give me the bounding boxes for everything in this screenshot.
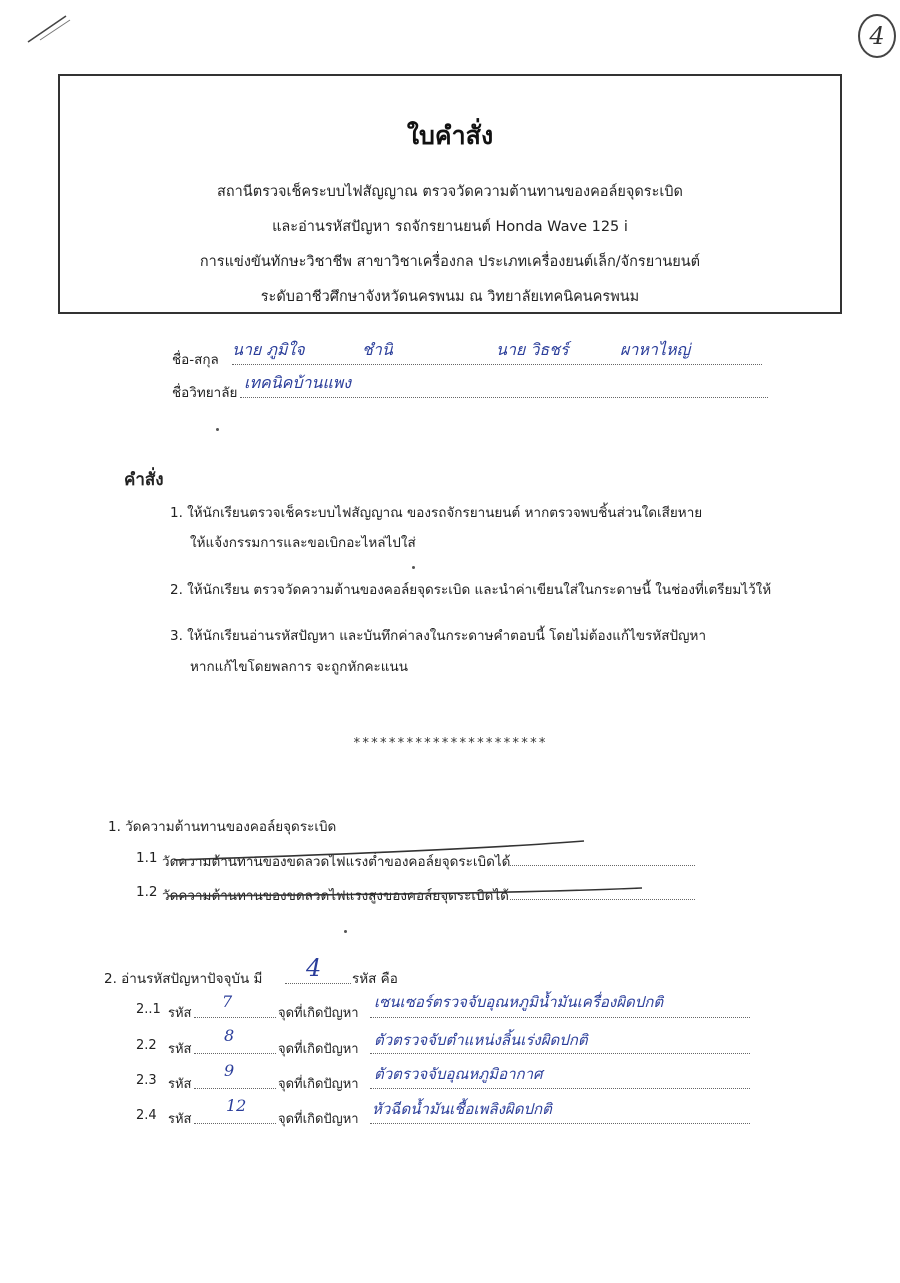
page-number-badge: 4 — [858, 14, 896, 58]
question-2-count-dotted-line — [285, 983, 351, 984]
college-value: เทคนิคบ้านแพง — [244, 373, 352, 392]
document-title: ใบคำสั่ง — [406, 121, 494, 150]
instruction-1-line-1: 1. ให้นักเรียนตรวจเช็คระบบไฟสัญญาณ ของรถจักรยานยนต์ หากตรวจพบชิ้นส่วนใดเสียหาย — [170, 505, 703, 521]
location-dotted-line — [370, 1088, 750, 1089]
instruction-3-line-2: หากแก้ไขโดยพลการ จะถูกหักคะแนน — [190, 659, 408, 675]
location-value: เซนเซอร์ตรวจจับอุณหภูมิน้ำมันเครื่องผิดปกติ — [374, 993, 664, 1011]
code-value: 12 — [226, 1096, 247, 1115]
instructions-heading: คำสั่ง — [124, 470, 164, 490]
code-row-number: 2.3 — [136, 1073, 157, 1088]
location-label: จุดที่เกิดปัญหา — [278, 1042, 359, 1057]
question-1-2-text: วัดความต้านทานของขดลวดไฟแรงสูงของคอล์ยจุดระเบิดได้ — [162, 888, 509, 904]
question-1-2-strikethrough — [166, 882, 646, 902]
name-label: ชื่อ-สกุล — [172, 352, 219, 368]
question-1-2-number: 1.2 — [136, 884, 158, 900]
ink-speck — [216, 428, 219, 431]
location-label: จุดที่เกิดปัญหา — [278, 1077, 359, 1092]
code-label: รหัส — [168, 1006, 192, 1021]
name-dotted-line — [232, 364, 762, 365]
code-row-number: 2.2 — [136, 1038, 157, 1053]
college-dotted-line — [240, 397, 768, 398]
section-separator: ********************** — [352, 736, 548, 751]
header-line-competition: การแข่งขันทักษะวิชาชีพ สาขาวิชาเครื่องกล ประเภทเครื่องยนต์เล็ก/จักรยานยนต์ — [199, 254, 701, 270]
instruction-3-line-1: 3. ให้นักเรียนอ่านรหัสปัญหา และบันทึกค่าลงในกระดาษคำตอบนี้ โดยไม่ต้องแก้ไขรหัสปัญหา — [170, 628, 707, 644]
code-dotted-line — [194, 1123, 276, 1124]
location-dotted-line — [370, 1053, 750, 1054]
instruction-1-line-2: ให้แจ้งกรรมการและขอเบิกอะไหล่ไปใส่ — [190, 535, 416, 551]
college-label: ชื่อวิทยาลัย — [172, 385, 238, 401]
header-line-vehicle: และอ่านรหัสปัญหา รถจักรยานยนต์ Honda Wave 125 i — [272, 219, 628, 235]
location-label: จุดที่เกิดปัญหา — [278, 1006, 359, 1021]
header-line-station: สถานีตรวจเช็คระบบไฟสัญญาณ ตรวจวัดความต้านทานของคอล์ยจุดระเบิด — [217, 184, 683, 200]
question-2-suffix: รหัส คือ — [352, 971, 398, 987]
location-dotted-line — [370, 1123, 750, 1124]
question-1-1-text: วัดความต้านทานของขดลวดไฟแรงต่ำของคอล์ยจุดระเบิดได้ — [162, 854, 511, 870]
ink-speck — [412, 566, 415, 569]
pen-mark-decoration — [26, 14, 72, 44]
ink-speck — [344, 930, 347, 933]
code-row-number: 2..1 — [136, 1002, 161, 1017]
code-label: รหัส — [168, 1077, 192, 1092]
location-value: หัวฉีดน้ำมันเชื้อเพลิงผิดปกติ — [372, 1100, 552, 1118]
code-value: 7 — [222, 992, 233, 1011]
header-line-venue: ระดับอาชีวศึกษาจังหวัดนครพนม ณ วิทยาลัยเทคนิคนครพนม — [260, 289, 640, 305]
name-value-first-1: นาย ภูมิใจ — [232, 340, 305, 359]
location-value: ตัวตรวจจับอุณหภูมิอากาศ — [374, 1065, 543, 1083]
name-value-last-2: ผาหาไหญ่ — [620, 340, 691, 359]
code-label: รหัส — [168, 1042, 192, 1057]
code-label: รหัส — [168, 1112, 192, 1127]
code-dotted-line — [194, 1053, 276, 1054]
code-value: 9 — [224, 1061, 235, 1080]
question-2-count-value: 4 — [306, 954, 322, 982]
location-value: ตัวตรวจจับตำแหน่งลิ้นเร่งผิดปกติ — [374, 1031, 588, 1049]
location-label: จุดที่เกิดปัญหา — [278, 1112, 359, 1127]
name-value-first-2: นาย วิธชร์ — [496, 340, 569, 359]
code-value: 8 — [224, 1026, 235, 1045]
instruction-2: 2. ให้นักเรียน ตรวจวัดความต้านของคอล์ยจุดระเบิด และนำค่าเขียนใส่ในกระดาษนี้ ในช่องที่เตรียมไว้ให้ — [170, 582, 772, 598]
code-dotted-line — [194, 1017, 276, 1018]
code-row-number: 2.4 — [136, 1108, 157, 1123]
question-1-1-strikethrough — [170, 838, 590, 868]
location-dotted-line — [370, 1017, 750, 1018]
name-value-last-1: ชำนิ — [362, 340, 393, 359]
question-1-1-number: 1.1 — [136, 850, 158, 866]
question-2-prefix: 2. อ่านรหัสปัญหาปัจจุบัน มี — [104, 971, 263, 987]
question-1-title: 1. วัดความต้านทานของคอล์ยจุดระเบิด — [108, 819, 337, 835]
code-dotted-line — [194, 1088, 276, 1089]
